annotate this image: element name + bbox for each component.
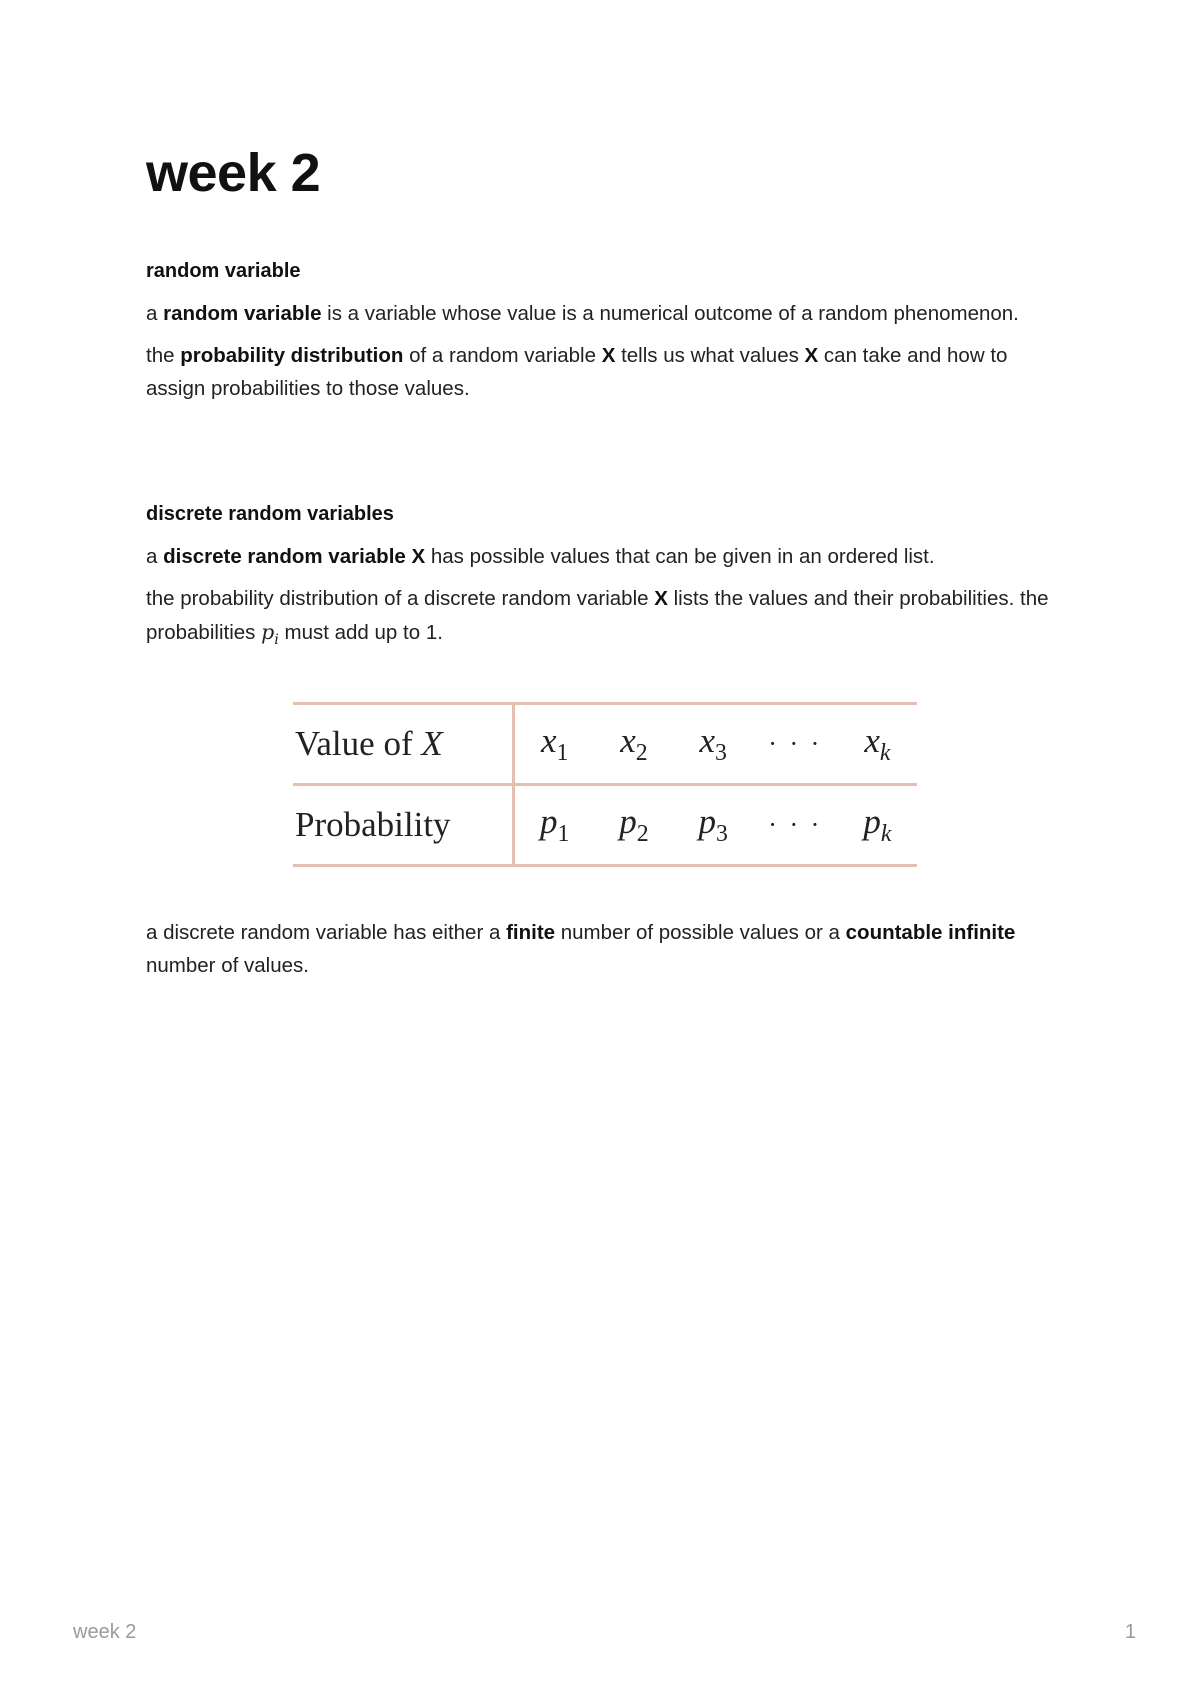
cell-base: · · · (768, 810, 823, 839)
cell-base: x (699, 721, 716, 760)
bold-term: discrete random variable X (163, 545, 426, 568)
bold-term: X (601, 343, 616, 367)
cell-x2 (594, 704, 673, 785)
definition-paragraph (146, 298, 1066, 331)
row-header-value (293, 704, 514, 785)
bold-term: probability distribution (180, 343, 404, 367)
table-row-probabilities (293, 785, 917, 866)
math-base: p (261, 619, 275, 644)
cell-base: · · · (768, 729, 823, 758)
footer-title: week 2 (73, 1621, 137, 1643)
cell-sub: 2 (636, 821, 649, 847)
probability-distribution-table (293, 702, 917, 866)
text: can take and how to assign probabilities to those values. (146, 343, 1008, 400)
text: a (146, 302, 164, 325)
cell-xk (838, 704, 917, 785)
cell-p3 (674, 785, 753, 866)
cell-base: x (540, 721, 557, 760)
distribution-paragraph (146, 583, 1066, 652)
cell-sub: 1 (557, 821, 570, 847)
text: tells us what values (615, 343, 805, 367)
definition-paragraph (146, 541, 1066, 574)
cell-p1 (514, 785, 595, 866)
cell-ellipsis (753, 704, 838, 785)
section-finite-countable (146, 917, 1066, 992)
bold-term: random variable (163, 302, 322, 325)
section-random-variable (146, 258, 1066, 414)
section-discrete-random-variables (146, 501, 1066, 661)
bold-term: X (804, 343, 819, 367)
cell-base: x (620, 721, 636, 760)
cell-sub: k (879, 740, 891, 766)
text: the (146, 343, 181, 367)
cell-sub: 3 (715, 740, 727, 766)
section-heading: random variable (146, 260, 301, 282)
cell-x3 (674, 704, 753, 785)
distribution-paragraph (146, 340, 1066, 406)
text: the probability distribution of a discrete random variable (146, 586, 655, 610)
text: a discrete random variable has either a (146, 921, 507, 944)
cell-sub: 2 (635, 740, 648, 766)
row-header-probability: Probability (293, 785, 514, 866)
text: of a random variable (403, 343, 602, 367)
text: has possible values that can be given in an ordered list. (425, 545, 935, 568)
cell-base: p (540, 802, 558, 841)
table-row-values (293, 704, 917, 785)
cell-p2 (594, 785, 673, 866)
bold-term: countable infinite (845, 921, 1016, 944)
cell-ellipsis (753, 785, 838, 866)
text: is a variable whose value is a numerical outcome of a random phenomenon. (321, 302, 1019, 325)
bold-term: X (654, 586, 668, 610)
cell-base: p (698, 802, 716, 841)
text: lists the values and their probabilities. the probabilities (146, 586, 1049, 644)
cell-sub: 1 (556, 740, 569, 766)
bold-term: finite (506, 921, 556, 944)
text: number of possible values or a (555, 921, 846, 944)
cell-base: p (619, 802, 637, 841)
section-heading: discrete random variables (146, 503, 394, 525)
header-var: X (421, 724, 443, 763)
page-title: week 2 (146, 143, 321, 203)
text: a (146, 545, 164, 568)
cell-x1 (514, 704, 595, 785)
math-subscript: i (274, 631, 279, 648)
cell-sub: k (880, 821, 892, 847)
text: must add up to 1. (278, 620, 443, 644)
cell-base: p (863, 802, 881, 841)
cell-pk (838, 785, 917, 866)
finite-paragraph (146, 917, 1066, 983)
page-number: 1 (1124, 1621, 1136, 1643)
cell-sub: 3 (716, 821, 728, 847)
header-text: Value of (295, 724, 422, 763)
table (293, 702, 917, 867)
cell-base: x (864, 721, 880, 760)
math-p-i (261, 619, 279, 648)
text: number of values. (146, 953, 309, 977)
